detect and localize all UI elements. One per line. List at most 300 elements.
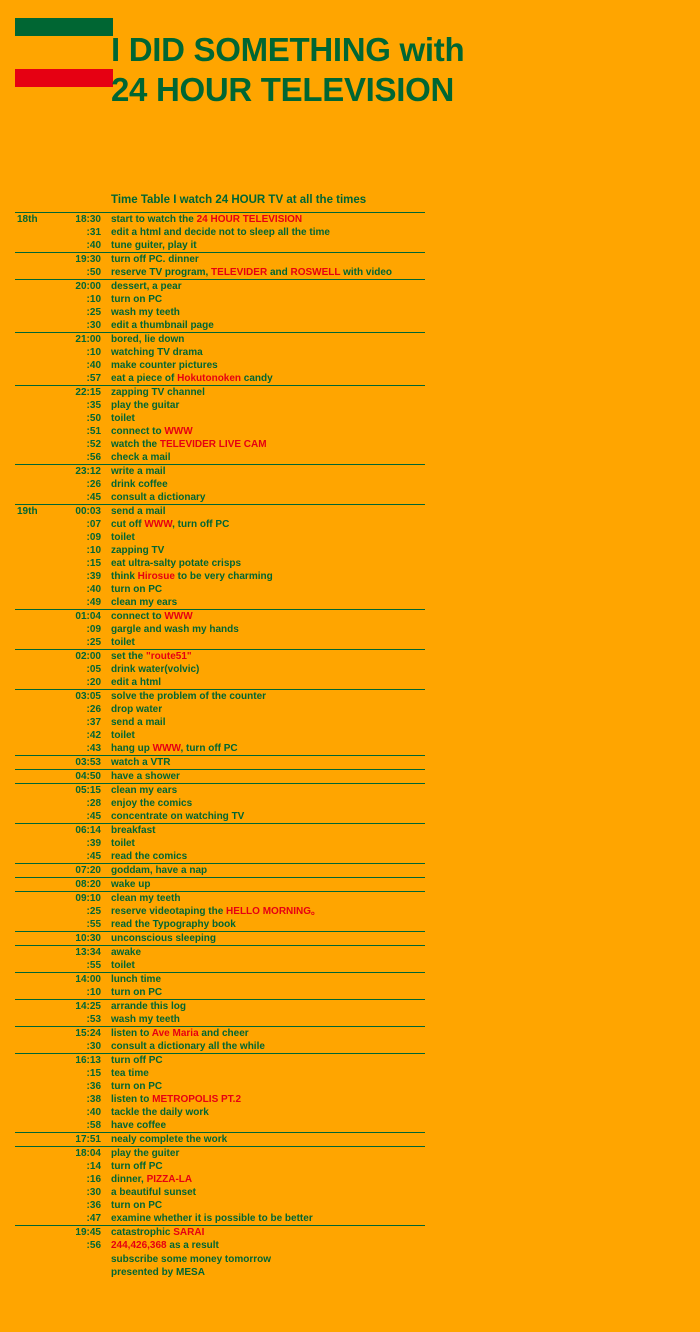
timetable-row: [15, 412, 425, 425]
timetable-row: [15, 491, 425, 504]
activity-text: gargle and wash my hands: [111, 624, 239, 635]
timetable-row: [15, 703, 425, 716]
time-label: 21:00: [75, 334, 101, 345]
timetable-row: [15, 797, 425, 810]
activity: [111, 359, 218, 372]
highlight-text: WWW: [144, 519, 173, 530]
timetable-row: [15, 1000, 425, 1013]
timetable-row: [15, 878, 425, 891]
activity-text: zapping TV channel: [111, 387, 205, 398]
activity-text: toilet: [111, 413, 135, 424]
time-label: :10: [86, 294, 101, 305]
time-label: 03:05: [75, 691, 101, 702]
timetable-row: [15, 973, 425, 986]
day-label: 19th: [17, 506, 38, 517]
time-label: 10:30: [75, 933, 101, 944]
activity-text: goddam, have a nap: [111, 865, 208, 876]
page-title-line1: I DID SOMETHING with: [111, 31, 465, 68]
activity-text: wake up: [111, 879, 151, 890]
time-label: :45: [86, 811, 101, 822]
activity-text: watch a VTR: [111, 757, 171, 768]
activity-text: turn on PC: [111, 987, 163, 998]
timetable-row: [15, 425, 425, 438]
activity: [111, 1000, 186, 1013]
timetable-row: [15, 784, 425, 797]
timetable-row: [15, 810, 425, 823]
activity: [111, 1147, 179, 1160]
activity-text: turn on PC: [111, 584, 163, 595]
highlight-text: HELLO MORNING。: [226, 906, 322, 917]
time-label: :26: [86, 479, 101, 490]
activity-text: clean my ears: [111, 785, 178, 796]
timetable-row: [15, 306, 425, 319]
activity: [111, 412, 135, 425]
highlight-text: Ave Maria: [151, 1028, 199, 1039]
time-label: :37: [86, 717, 101, 728]
time-group: [15, 783, 425, 823]
activity-text: set the: [111, 651, 147, 662]
time-group: [15, 279, 425, 332]
timetable-row: [15, 1160, 425, 1173]
activity: [111, 650, 192, 663]
activity: [111, 1106, 209, 1119]
activity-text: turn off PC: [111, 1055, 163, 1066]
timetable-heading: Time Table I watch 24 HOUR TV at all the times: [111, 194, 367, 206]
time-label: :43: [86, 743, 101, 754]
time-label: 04:50: [75, 771, 101, 782]
activity-text: drink coffee: [111, 479, 168, 490]
activity: [111, 986, 162, 999]
time-label: :07: [86, 519, 101, 530]
time-label: 15:24: [75, 1028, 101, 1039]
green-stripe: [15, 18, 113, 36]
time-label: :30: [86, 1041, 101, 1052]
time-label: :10: [86, 347, 101, 358]
timetable-row: [15, 905, 425, 918]
timetable-row: [15, 742, 425, 755]
time-label: :26: [86, 704, 101, 715]
footer-line2: presented by MESA: [111, 1267, 205, 1278]
activity-text: turn on PC: [111, 1200, 163, 1211]
timetable-row: [15, 1040, 425, 1053]
time-label: :51: [86, 426, 101, 437]
time-group: [15, 823, 425, 863]
activity-text: reserve videotaping the: [111, 906, 227, 917]
time-label: :40: [86, 1107, 101, 1118]
activity: [111, 1199, 162, 1212]
activity-text: edit a thumbnail page: [111, 320, 214, 331]
activity: [111, 905, 321, 918]
timetable-row: [15, 946, 425, 959]
activity: [111, 959, 135, 972]
time-label: 20:00: [75, 281, 101, 292]
time-label: :14: [86, 1161, 101, 1172]
time-label: 18:04: [75, 1148, 101, 1159]
time-label: :47: [86, 1213, 101, 1224]
activity-text: read the Typography book: [111, 919, 236, 930]
activity-text: connect to: [111, 611, 165, 622]
activity: [111, 438, 267, 451]
activity-text: turn off PC: [111, 1161, 163, 1172]
activity-text: awake: [111, 947, 142, 958]
activity: [111, 451, 170, 464]
timetable-row: [15, 213, 425, 226]
time-group: [15, 1053, 425, 1132]
timetable-row: [15, 505, 425, 518]
activity-text: drink water(volvic): [111, 664, 200, 675]
timetable-row: [15, 690, 425, 703]
activity: [111, 1239, 219, 1252]
footer-line1: subscribe some money tomorrow: [111, 1254, 272, 1265]
timetable-row: [15, 663, 425, 676]
timetable-row: [15, 850, 425, 863]
time-label: :45: [86, 492, 101, 503]
time-label: :25: [86, 906, 101, 917]
time-group: [15, 863, 425, 877]
activity: [111, 1093, 241, 1106]
activity: [111, 892, 180, 905]
activity-text: arrande this log: [111, 1001, 187, 1012]
activity: [111, 570, 273, 583]
activity-text: enjoy the comics: [111, 798, 193, 809]
time-label: :25: [86, 307, 101, 318]
timetable-row: [15, 770, 425, 783]
activity: [111, 491, 205, 504]
timetable-row: [15, 1013, 425, 1026]
activity-text: read the comics: [111, 851, 188, 862]
activity: [111, 824, 155, 837]
activity: [111, 729, 135, 742]
activity: [111, 213, 302, 226]
time-label: :42: [86, 730, 101, 741]
timetable-row: [15, 1173, 425, 1186]
timetable-row: [15, 1226, 425, 1239]
activity: [111, 596, 177, 609]
activity: [111, 280, 182, 293]
time-group: [15, 1225, 425, 1252]
activity-text: and cheer: [198, 1028, 249, 1039]
highlight-text: Hokutonoken: [177, 373, 242, 384]
activity: [111, 1080, 162, 1093]
activity-text: nealy complete the work: [111, 1134, 228, 1145]
activity: [111, 676, 161, 689]
time-label: :55: [86, 919, 101, 930]
time-label: 02:00: [75, 651, 101, 662]
activity: [111, 1186, 196, 1199]
time-label: 08:20: [75, 879, 101, 890]
activity: [111, 226, 330, 239]
activity: [111, 399, 179, 412]
highlight-text: 24 HOUR TELEVISION: [196, 214, 303, 225]
highlight-text: TELEVIDER LIVE CAM: [159, 439, 267, 450]
activity-text: consult a dictionary all the while: [111, 1041, 265, 1052]
activity: [111, 636, 135, 649]
activity-text: a beautiful sunset: [111, 1187, 197, 1198]
time-group: [15, 609, 425, 649]
activity: [111, 1013, 180, 1026]
time-label: 18:30: [75, 214, 101, 225]
activity: [111, 372, 273, 385]
timetable-row: [15, 676, 425, 689]
time-label: :49: [86, 597, 101, 608]
activity-text: examine whether it is possible to be better: [111, 1213, 313, 1224]
time-label: :10: [86, 545, 101, 556]
timetable-row: [15, 266, 425, 279]
timetable-row: [15, 386, 425, 399]
activity: [111, 1173, 192, 1186]
timetable-row: [15, 399, 425, 412]
activity-text: drop water: [111, 704, 163, 715]
timetable-row: [15, 1119, 425, 1132]
time-label: 19:30: [75, 254, 101, 265]
activity: [111, 837, 135, 850]
activity-text: think: [111, 571, 138, 582]
highlight-text: Hirosue: [137, 571, 175, 582]
timetable-row: [15, 892, 425, 905]
time-label: :36: [86, 1200, 101, 1211]
activity: [111, 810, 244, 823]
activity-text: with video: [340, 267, 393, 278]
activity: [111, 1054, 163, 1067]
activity-text: listen to: [111, 1028, 152, 1039]
activity-text: turn on PC: [111, 1081, 163, 1092]
time-label: 17:51: [75, 1134, 101, 1145]
timetable-row: [15, 650, 425, 663]
activity-text: dinner,: [111, 1174, 147, 1185]
activity-text: , turn off PC: [180, 743, 238, 754]
highlight-text: WWW: [152, 743, 181, 754]
timetable-row: [15, 280, 425, 293]
time-label: :09: [86, 624, 101, 635]
activity: [111, 1119, 166, 1132]
activity-text: toilet: [111, 637, 135, 648]
activity: [111, 386, 205, 399]
timetable-row: [15, 1054, 425, 1067]
activity: [111, 531, 135, 544]
time-label: 06:14: [75, 825, 101, 836]
activity-text: turn on PC: [111, 294, 163, 305]
timetable-row: [15, 1147, 425, 1160]
timetable-row: [15, 729, 425, 742]
timetable-row: [15, 557, 425, 570]
activity: [111, 239, 197, 252]
activity-text: toilet: [111, 532, 135, 543]
activity-text: breakfast: [111, 825, 156, 836]
activity: [111, 1067, 149, 1080]
activity-text: edit a html and decide not to sleep all the time: [111, 227, 330, 238]
activity-text: unconscious sleeping: [111, 933, 217, 944]
time-group: [15, 1026, 425, 1053]
time-label: 16:13: [75, 1055, 101, 1066]
page-title-line2: 24 HOUR TELEVISION: [111, 71, 455, 108]
timetable-row: [15, 596, 425, 609]
time-label: :57: [86, 373, 101, 384]
activity: [111, 1226, 204, 1239]
time-label: :39: [86, 838, 101, 849]
time-label: 14:00: [75, 974, 101, 985]
timetable-row: [15, 1186, 425, 1199]
timetable-row: [15, 319, 425, 332]
activity: [111, 797, 192, 810]
red-stripe: [15, 69, 113, 87]
time-label: :40: [86, 240, 101, 251]
activity-text: to be very charming: [174, 571, 273, 582]
time-group: [15, 504, 425, 609]
activity: [111, 784, 177, 797]
timetable-row: [15, 986, 425, 999]
timetable-row: [15, 583, 425, 596]
timetable-row: [15, 346, 425, 359]
timetable-row: [15, 932, 425, 945]
time-label: :45: [86, 851, 101, 862]
activity-text: start to watch the: [111, 214, 197, 225]
activity-text: toilet: [111, 960, 135, 971]
time-group: [15, 931, 425, 945]
timetable-row: [15, 1133, 425, 1146]
timetable-row: [15, 959, 425, 972]
time-label: 01:04: [75, 611, 101, 622]
timetable-row: [15, 451, 425, 464]
time-group: [15, 1146, 425, 1225]
activity-text: make counter pictures: [111, 360, 218, 371]
time-label: :20: [86, 677, 101, 688]
time-label: :15: [86, 1068, 101, 1079]
time-label: :50: [86, 413, 101, 424]
time-label: 19:45: [75, 1227, 101, 1238]
activity-text: play the guiter: [111, 1148, 180, 1159]
activity-text: check a mail: [111, 452, 171, 463]
activity: [111, 864, 207, 877]
activity-text: send a mail: [111, 506, 166, 517]
time-label: 14:25: [75, 1001, 101, 1012]
activity-text: eat ultra-salty potate crisps: [111, 558, 242, 569]
activity: [111, 518, 229, 531]
time-label: :16: [86, 1174, 101, 1185]
activity: [111, 425, 193, 438]
activity-text: catastrophic: [111, 1227, 174, 1238]
activity-text: and: [267, 267, 291, 278]
activity-text: send a mail: [111, 717, 166, 728]
highlight-text: TELEVIDER: [211, 267, 268, 278]
activity-text: tea time: [111, 1068, 149, 1079]
timetable-row: [15, 837, 425, 850]
timetable-row: [15, 716, 425, 729]
activity-text: play the guitar: [111, 400, 180, 411]
time-group: [15, 891, 425, 931]
time-label: :30: [86, 320, 101, 331]
highlight-text: SARAI: [173, 1227, 205, 1238]
activity: [111, 703, 162, 716]
time-group: [15, 755, 425, 769]
activity: [111, 346, 203, 359]
activity-text: listen to: [111, 1094, 153, 1105]
time-label: :55: [86, 960, 101, 971]
timetable-row: [15, 226, 425, 239]
activity-text: connect to: [111, 426, 165, 437]
time-label: :36: [86, 1081, 101, 1092]
timetable: [15, 212, 425, 1252]
activity-text: lunch time: [111, 974, 162, 985]
time-group: [15, 945, 425, 972]
highlight-text: ROSWELL: [290, 267, 341, 278]
time-label: :25: [86, 637, 101, 648]
activity: [111, 1160, 163, 1173]
activity-text: consult a dictionary: [111, 492, 206, 503]
time-label: :10: [86, 987, 101, 998]
timetable-row: [15, 478, 425, 491]
activity: [111, 770, 180, 783]
timetable-row: [15, 1106, 425, 1119]
highlight-text: 244,426,368: [111, 1240, 167, 1251]
timetable-row: [15, 438, 425, 451]
activity-text: clean my ears: [111, 597, 178, 608]
time-group: [15, 1132, 425, 1146]
footer: [111, 1253, 271, 1279]
activity: [111, 918, 236, 931]
timetable-row: [15, 1199, 425, 1212]
time-label: 00:03: [75, 506, 101, 517]
timetable-row: [15, 359, 425, 372]
timetable-row: [15, 570, 425, 583]
activity: [111, 253, 199, 266]
time-label: :30: [86, 1187, 101, 1198]
activity: [111, 306, 180, 319]
highlight-text: WWW: [164, 426, 193, 437]
activity-text: turn off PC. dinner: [111, 254, 199, 265]
timetable-row: [15, 1239, 425, 1252]
activity-text: write a mail: [111, 466, 166, 477]
activity-text: hang up: [111, 743, 153, 754]
activity: [111, 1040, 265, 1053]
activity: [111, 663, 199, 676]
activity: [111, 1027, 249, 1040]
time-group: [15, 877, 425, 891]
highlight-text: WWW: [164, 611, 193, 622]
time-group: [15, 972, 425, 999]
time-label: 09:10: [75, 893, 101, 904]
activity: [111, 932, 216, 945]
time-label: :56: [86, 1240, 101, 1251]
time-label: 22:15: [75, 387, 101, 398]
activity: [111, 544, 164, 557]
activity-text: toilet: [111, 838, 135, 849]
activity-text: eat a piece of: [111, 373, 178, 384]
activity-text: wash my teeth: [111, 307, 180, 318]
time-group: [15, 769, 425, 783]
timetable-row: [15, 1093, 425, 1106]
time-label: :39: [86, 571, 101, 582]
highlight-text: METROPOLIS PT.2: [152, 1094, 242, 1105]
activity: [111, 319, 214, 332]
activity: [111, 293, 162, 306]
activity-text: candy: [241, 373, 273, 384]
timetable-row: [15, 239, 425, 252]
activity-text: watch the: [111, 439, 160, 450]
time-label: :56: [86, 452, 101, 463]
time-label: 23:12: [75, 466, 101, 477]
time-label: 07:20: [75, 865, 101, 876]
timetable-row: [15, 1080, 425, 1093]
activity: [111, 266, 392, 279]
time-group: [15, 332, 425, 385]
time-label: 03:53: [75, 757, 101, 768]
activity: [111, 1212, 313, 1225]
activity-text: cut off: [111, 519, 145, 530]
timetable-row: [15, 864, 425, 877]
activity: [111, 756, 170, 769]
highlight-text: "route51": [146, 651, 192, 662]
activity: [111, 742, 238, 755]
